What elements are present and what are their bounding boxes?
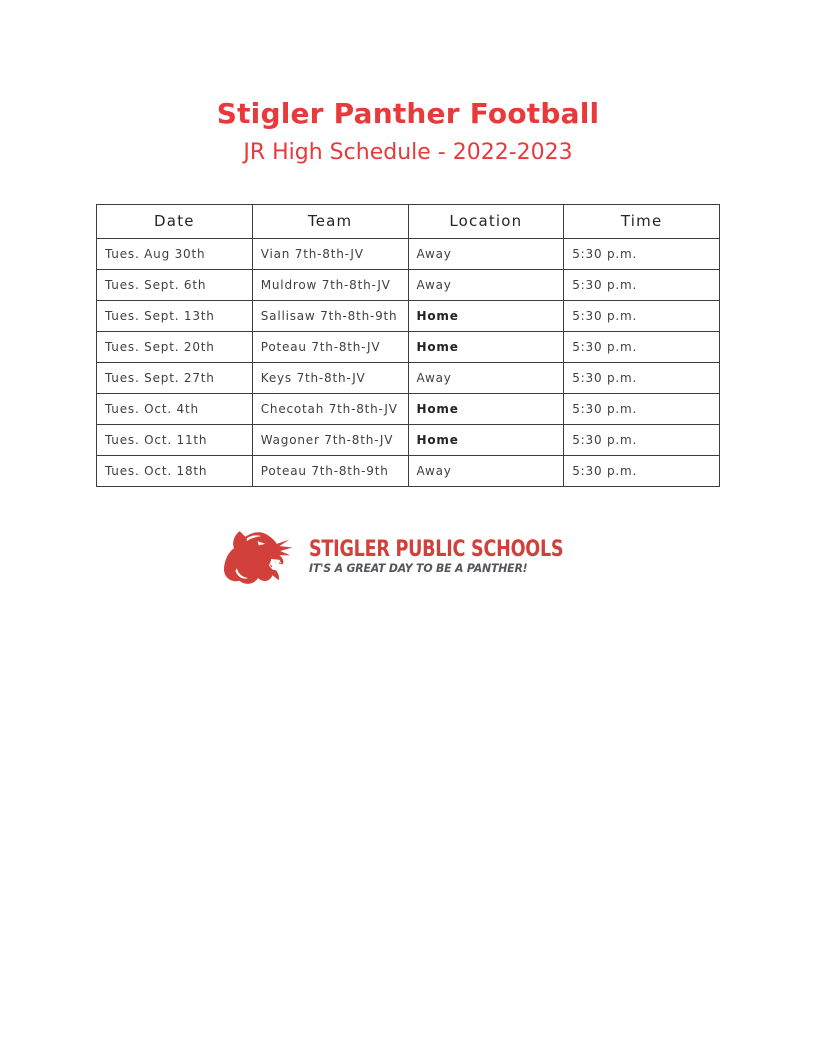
schedule-table [96,204,720,487]
location-cell: Home [408,424,564,455]
table-row [97,300,720,331]
header-row [97,204,720,238]
panther-head-icon [218,524,304,588]
logo-text-block [308,534,598,576]
school-name: STIGLER PUBLIC SCHOOLS [308,534,564,562]
school-logo [0,524,816,588]
table-row [97,424,720,455]
date-cell: Tues. Oct. 18th [97,455,253,486]
table-row [97,238,720,269]
date-cell: Tues. Aug 30th [97,238,253,269]
column-header-location: Location [408,204,564,238]
time-cell: 5:30 p.m. [564,331,720,362]
date-cell: Tues. Oct. 11th [97,424,253,455]
time-cell: 5:30 p.m. [564,300,720,331]
time-cell: 5:30 p.m. [564,455,720,486]
location-cell: Home [408,331,564,362]
team-cell: Sallisaw 7th-8th-9th [252,300,408,331]
column-header-time: Time [564,204,720,238]
team-cell: Poteau 7th-8th-9th [252,455,408,486]
schedule-table-body [97,238,720,486]
date-cell: Tues. Oct. 4th [97,393,253,424]
school-tagline: IT'S A GREAT DAY TO BE A PANTHER! [308,561,528,576]
schedule-table-head [97,204,720,238]
location-cell: Away [408,269,564,300]
location-cell: Away [408,362,564,393]
location-cell: Home [408,393,564,424]
location-cell: Away [408,238,564,269]
date-cell: Tues. Sept. 6th [97,269,253,300]
date-cell: Tues. Sept. 27th [97,362,253,393]
team-cell: Poteau 7th-8th-JV [252,331,408,362]
team-cell: Vian 7th-8th-JV [252,238,408,269]
time-cell: 5:30 p.m. [564,269,720,300]
column-header-team: Team [252,204,408,238]
table-row [97,393,720,424]
time-cell: 5:30 p.m. [564,424,720,455]
team-cell: Checotah 7th-8th-JV [252,393,408,424]
time-cell: 5:30 p.m. [564,393,720,424]
date-cell: Tues. Sept. 13th [97,300,253,331]
column-header-date: Date [97,204,253,238]
page-subtitle: JR High Schedule - 2022-2023 [243,139,573,165]
time-cell: 5:30 p.m. [564,238,720,269]
table-row [97,331,720,362]
location-cell: Away [408,455,564,486]
team-cell: Muldrow 7th-8th-JV [252,269,408,300]
date-cell: Tues. Sept. 20th [97,331,253,362]
table-row [97,362,720,393]
table-row [97,455,720,486]
location-cell: Home [408,300,564,331]
table-row [97,269,720,300]
team-cell: Keys 7th-8th-JV [252,362,408,393]
time-cell: 5:30 p.m. [564,362,720,393]
team-cell: Wagoner 7th-8th-JV [252,424,408,455]
page-title: Stigler Panther Football [216,97,600,130]
